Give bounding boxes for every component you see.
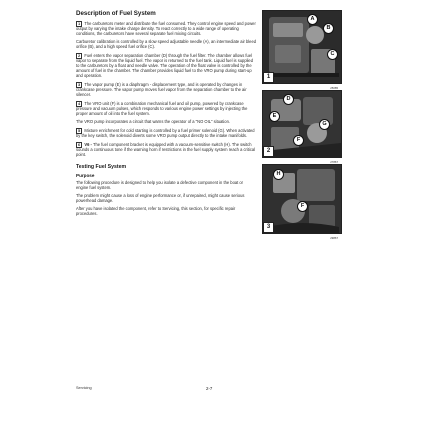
text-column <box>76 10 256 220</box>
figure-reference-tag: 4 <box>78 100 81 106</box>
carburetor-photo-image <box>263 11 341 83</box>
figure-2-code: 27867 <box>330 160 338 164</box>
section-title: Description of Fuel System <box>76 10 156 17</box>
figure-reference-tag: 3 <box>78 81 81 87</box>
description-paragraph <box>76 120 256 125</box>
figure-3-photo <box>262 164 342 234</box>
purpose-paragraph: After you have isolated the component, refer to Servicing, this section, for specific repair procedures. <box>76 205 236 216</box>
description-paragraph <box>76 142 256 158</box>
paragraph-text: Fuel enters the vapor separation chamber (D) through the fuel filter. The chamber allows fuel vapor to separate from the liquid fuel. The vapor is returned to the fuel tank. Liquid fuel is supplied to the carburetors by a float and needle valve. The operation of the float valve is controlled by the amount of fuel in the chamber. The chamber provides liquid fuel to the VRO pump during start-up and operation. <box>76 53 253 78</box>
purpose-title: Purpose <box>76 172 95 178</box>
callout-G: G <box>319 119 330 130</box>
page-number: 2-7 <box>206 386 213 391</box>
figure-2-number: 2 <box>263 146 274 157</box>
callout-A: A <box>307 14 318 25</box>
callout-E: E <box>269 111 280 122</box>
figure-1-photo <box>262 10 342 84</box>
figure-2-photo <box>262 90 342 158</box>
callout-F-fig3: F <box>297 201 308 212</box>
paragraph-text: The carburetors meter and distribute the fuel consumed. They control engine speed and power output by varying the intake charge density. To react correctly to a wide range of operating conditions, the carburetors have several separate fuel mixing circuits. <box>76 21 256 36</box>
description-paragraph <box>76 53 256 79</box>
figure-1-code: 25085 <box>330 86 338 90</box>
callout-H: H <box>273 169 284 180</box>
figure-3-code: 29867 <box>330 236 338 240</box>
description-paragraph <box>76 128 256 139</box>
paragraph-text: The vapor pump (E) is a diaphragm - displacement type, and is operated by changes in crankcase pressure. The vapor pump moves fuel vapor from the separation chamber to the air silencer. <box>76 81 247 97</box>
callout-C: C <box>327 49 338 60</box>
figure-reference-tag: 5 <box>78 127 81 133</box>
callout-D: D <box>283 94 294 105</box>
paragraph-text: The VRO unit (F) is a combination mechanical fuel and oil pump, powered by crankcase pressure and vacuum pulses, which responds to various engine power settings by injecting the proper amount of oil into the fuel system. <box>76 100 248 116</box>
description-paragraphs <box>76 21 256 158</box>
paragraph-text: The VRO pump incorporates a circuit that warns the operator of a "NO OIL" situation. <box>76 118 230 124</box>
callout-F-fig2: F <box>293 135 304 146</box>
purpose-paragraph: The problem might cause a loss of engine performance or, if unrepaired, might cause serious powerhead damage. <box>76 192 245 203</box>
figure-3-number: 3 <box>263 222 274 233</box>
description-paragraph <box>76 101 256 117</box>
paragraph-text: Mixture enrichment for cold starting is controlled by a fuel primer solenoid (G). When activated by the key switch, the solenoid diverts some VRO pump output directly to the intake manifolds. <box>76 127 255 138</box>
paragraph-lead: V6 - <box>84 142 92 147</box>
purpose-paragraphs <box>76 181 256 217</box>
figure-reference-tag: 2 <box>78 53 81 58</box>
description-paragraph <box>76 40 256 50</box>
footer-section-name: Servicing <box>76 386 92 390</box>
photo-column <box>262 10 340 240</box>
testing-title: Testing Fuel System <box>76 163 127 170</box>
description-paragraph <box>76 82 256 98</box>
figure-1-number: 1 <box>263 72 274 83</box>
figure-reference-tag: 1 <box>78 21 81 26</box>
figure-reference-tag: 6 <box>78 142 81 147</box>
description-paragraph <box>76 21 256 37</box>
paragraph-text: The fuel component bracket is equipped with a vacuum-sensitive switch (H). The switch sounds a continuous tone if the warning horn if restrictions in the fuel supply system reach a critical point. <box>76 142 256 157</box>
paragraph-text: Carburetor calibration is controlled by a slow speed adjustable needle (A), an intermediate air bleed orifice (B), and a high speed fuel orifice (C). <box>76 39 256 49</box>
purpose-paragraph: The following procedure is designed to help you isolate a defective component in the boat or engine fuel system. <box>76 179 244 190</box>
callout-B: B <box>323 23 334 34</box>
